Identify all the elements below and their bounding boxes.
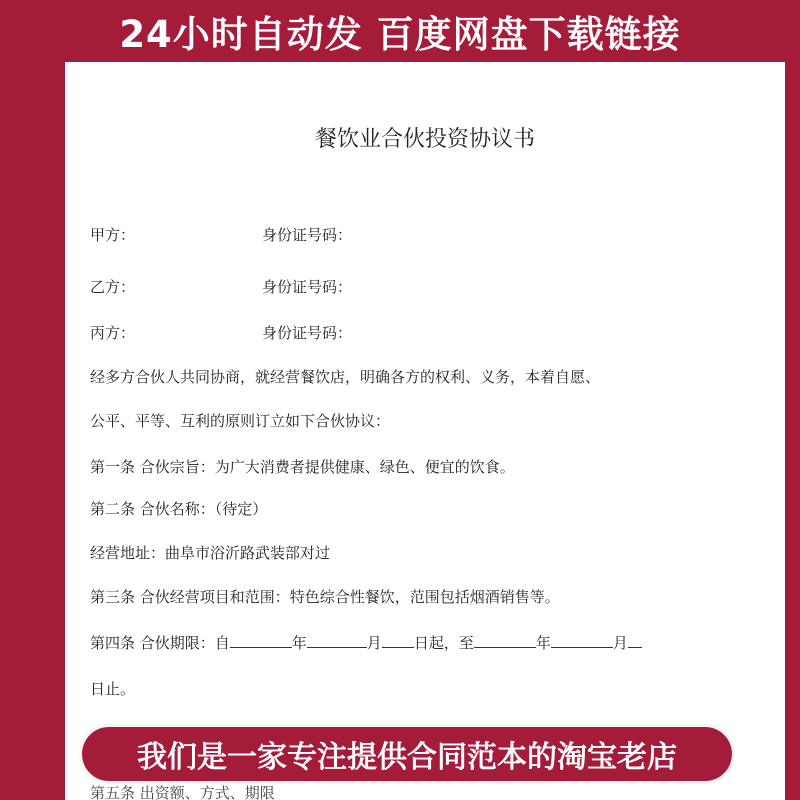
article-4-month: 月 <box>366 634 382 652</box>
bottom-banner <box>82 727 732 781</box>
document-page <box>65 62 785 800</box>
article-4 <box>90 632 642 653</box>
start-year-blank <box>230 633 292 648</box>
article-1: 第一条 合伙宗旨：为广大消费者提供健康、绿色、便宜的饮食。 <box>90 458 515 476</box>
end-month-blank <box>551 633 613 648</box>
article-4-day-from: 日起，至 <box>413 634 474 652</box>
top-banner <box>0 0 800 62</box>
party-a-label: 甲方： <box>90 226 136 244</box>
article-3: 第三条 合伙经营项目和范围：特色综合性餐饮，范围包括烟酒销售等。 <box>90 588 560 606</box>
intro-line-2: 公平、平等、互利的原则订立如下合伙协议： <box>90 412 391 430</box>
start-day-blank <box>382 633 414 648</box>
article-4-prefix: 第四条 合伙期限：自 <box>90 634 230 652</box>
business-address: 经营地址：曲阜市浴沂路武装部对过 <box>90 544 331 562</box>
article-5-partial: 第五条 出资额、方式、期限 <box>90 784 275 800</box>
intro-line-1: 经多方合伙人共同协商，就经营餐饮店，明确各方的权利、义务，本着自愿、 <box>90 368 601 386</box>
bottom-banner-text: 我们是一家专注提供合同范本的淘宝老店 <box>137 740 677 775</box>
end-day-blank <box>628 633 642 648</box>
start-month-blank <box>307 633 367 648</box>
article-2: 第二条 合伙名称：（待定） <box>90 500 268 518</box>
top-banner-text: 24小时自动发 百度网盘下载链接 <box>119 13 681 56</box>
article-4-year2: 年 <box>535 634 551 652</box>
party-c-id-label: 身份证号码： <box>262 324 353 342</box>
document-title: 餐饮业合伙投资协议书 <box>314 127 535 152</box>
party-a-id-label: 身份证号码： <box>262 226 353 244</box>
party-b-label: 乙方： <box>90 278 136 296</box>
article-4-end: 日止。 <box>90 680 136 698</box>
article-4-month2: 月 <box>612 634 628 652</box>
end-year-blank <box>474 633 536 648</box>
party-c-label: 丙方： <box>90 324 136 342</box>
party-b-id-label: 身份证号码： <box>262 278 353 296</box>
article-4-year: 年 <box>291 634 307 652</box>
